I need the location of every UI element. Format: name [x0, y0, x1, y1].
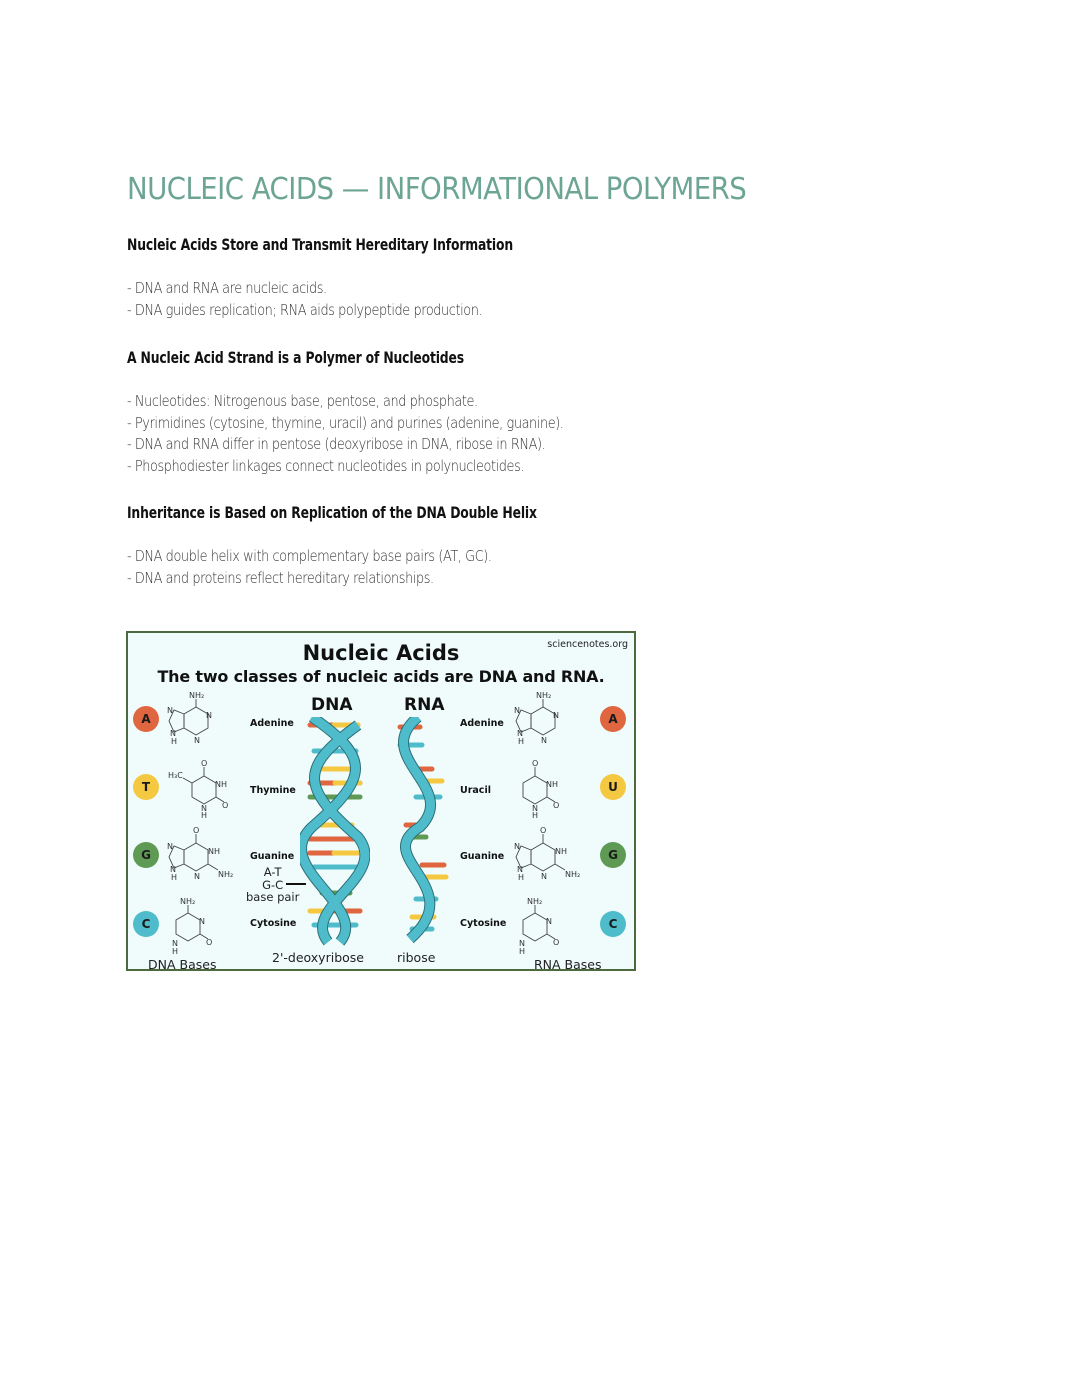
section-heading-hereditary-information: Nucleic Acids Store and Transmit Hereditary Information [127, 235, 513, 254]
svg-text:NH₂: NH₂ [527, 897, 543, 906]
svg-text:H: H [201, 811, 208, 818]
caption-rna-bases: RNA Bases [534, 957, 602, 972]
rna-base-name-cytosine: Cytosine [460, 918, 507, 929]
svg-text:H: H [532, 811, 539, 818]
svg-text:O: O [201, 759, 208, 768]
dna-double-helix-icon [300, 717, 370, 947]
svg-text:N: N [553, 711, 559, 720]
svg-text:H: H [518, 873, 525, 882]
svg-text:H₃C: H₃C [168, 771, 183, 780]
page-title: NUCLEIC ACIDS — INFORMATIONAL POLYMERS [127, 172, 747, 207]
svg-text:H: H [519, 947, 526, 956]
base-pair-label [246, 866, 299, 904]
caption-ribose: ribose [397, 950, 436, 965]
base-pair-pointer-line [286, 883, 306, 885]
bullet-item: - DNA and RNA are nucleic acids. [127, 279, 327, 297]
bullet-list-dna-double-helix [127, 546, 551, 589]
svg-text:NH₂: NH₂ [189, 691, 205, 700]
svg-text:N: N [517, 865, 523, 874]
svg-text:NH: NH [555, 847, 567, 856]
rna-guanine-structure-icon [513, 825, 598, 885]
svg-text:N: N [517, 729, 523, 738]
section-heading-dna-double-helix: Inheritance is Based on Replication of the DNA Double Helix [127, 503, 537, 522]
badge-dna-a: A [133, 706, 159, 732]
bullet-item: - Pyrimidines (cytosine, thymine, uracil) and purines (adenine, guanine). [127, 413, 564, 432]
svg-text:N: N [206, 711, 212, 720]
svg-text:H: H [172, 947, 179, 956]
svg-text:N: N [546, 917, 552, 926]
dna-base-name-cytosine: Cytosine [250, 918, 297, 929]
base-pair-gc: G-C [262, 877, 284, 892]
svg-text:N: N [514, 706, 520, 715]
rna-cytosine-structure-icon [513, 895, 573, 957]
svg-text:H: H [171, 873, 178, 882]
bullet-item: - Phosphodiester linkages connect nucleotides in polynucleotides. [127, 456, 525, 475]
figure-title: Nucleic Acids [302, 641, 460, 665]
svg-text:O: O [206, 938, 213, 947]
svg-text:N: N [167, 706, 173, 715]
svg-text:O: O [193, 826, 200, 835]
cytosine-structure-icon [166, 895, 226, 957]
bullet-item: - DNA double helix with complementary base pairs (AT, GC). [127, 547, 492, 565]
uracil-structure-icon [513, 758, 573, 818]
svg-text:NH₂: NH₂ [536, 691, 552, 700]
dna-base-name-guanine: Guanine [250, 851, 295, 862]
badge-rna-a: A [600, 706, 626, 732]
dna-base-name-thymine: Thymine [250, 785, 296, 796]
svg-text:NH₂: NH₂ [218, 870, 234, 879]
nucleic-acids-figure [126, 631, 636, 971]
svg-text:N: N [541, 872, 547, 881]
badge-dna-c: C [133, 911, 159, 937]
rna-base-name-adenine: Adenine [460, 718, 504, 729]
dna-heading: DNA [311, 695, 353, 715]
svg-text:N: N [194, 872, 200, 881]
bullet-item: - DNA and RNA differ in pentose (deoxyribose in DNA, ribose in RNA). [127, 435, 546, 453]
bullet-item: - DNA and proteins reflect hereditary relationships. [127, 568, 434, 587]
dna-base-name-adenine: Adenine [250, 718, 294, 729]
svg-text:NH: NH [546, 780, 558, 789]
bullet-item: - DNA guides replication; RNA aids polypeptide production. [127, 300, 483, 319]
svg-text:H: H [171, 737, 178, 746]
bullet-list-hereditary-information [127, 278, 540, 321]
caption-deoxyribose: 2'-deoxyribose [272, 950, 364, 965]
base-pair-at: A-T [263, 865, 282, 879]
svg-text:N: N [541, 736, 547, 745]
adenine-structure-icon [166, 689, 226, 749]
svg-text:O: O [532, 759, 539, 768]
svg-text:O: O [222, 801, 229, 810]
svg-text:NH₂: NH₂ [565, 870, 581, 879]
svg-text:N: N [519, 939, 525, 948]
badge-rna-c: C [600, 911, 626, 937]
rna-adenine-structure-icon [513, 689, 573, 749]
badge-dna-t: T [133, 774, 159, 800]
badge-dna-g: G [133, 842, 159, 868]
svg-text:NH: NH [208, 847, 220, 856]
base-pair-text: base pair [246, 890, 300, 904]
rna-heading: RNA [404, 695, 445, 715]
svg-text:N: N [170, 865, 176, 874]
svg-text:N: N [201, 804, 207, 813]
guanine-structure-icon [166, 825, 251, 885]
caption-dna-bases: DNA Bases [148, 957, 217, 972]
rna-base-name-uracil: Uracil [460, 785, 491, 796]
svg-text:H: H [518, 737, 525, 746]
figure-source: sciencenotes.org [547, 639, 628, 650]
svg-text:N: N [532, 804, 538, 813]
svg-text:O: O [553, 801, 560, 810]
svg-text:N: N [194, 736, 200, 745]
rna-single-strand-icon [390, 717, 460, 947]
section-heading-polymer-of-nucleotides: A Nucleic Acid Strand is a Polymer of Nucleotides [127, 348, 464, 367]
svg-text:N: N [167, 842, 173, 851]
svg-text:O: O [540, 826, 547, 835]
svg-text:N: N [199, 917, 205, 926]
bullet-item: - Nucleotides: Nitrogenous base, pentose, and phosphate. [127, 392, 478, 410]
svg-text:NH: NH [215, 780, 227, 789]
svg-text:N: N [514, 842, 520, 851]
svg-text:O: O [553, 938, 560, 947]
svg-text:NH₂: NH₂ [180, 897, 196, 906]
thymine-structure-icon [166, 758, 236, 818]
svg-text:N: N [172, 939, 178, 948]
rna-base-name-guanine: Guanine [460, 851, 505, 862]
svg-text:N: N [170, 729, 176, 738]
bullet-list-polymer-of-nucleotides [127, 391, 635, 477]
badge-rna-g: G [600, 842, 626, 868]
badge-rna-u: U [600, 774, 626, 800]
figure-subtitle: The two classes of nucleic acids are DNA and RNA. [157, 667, 605, 686]
